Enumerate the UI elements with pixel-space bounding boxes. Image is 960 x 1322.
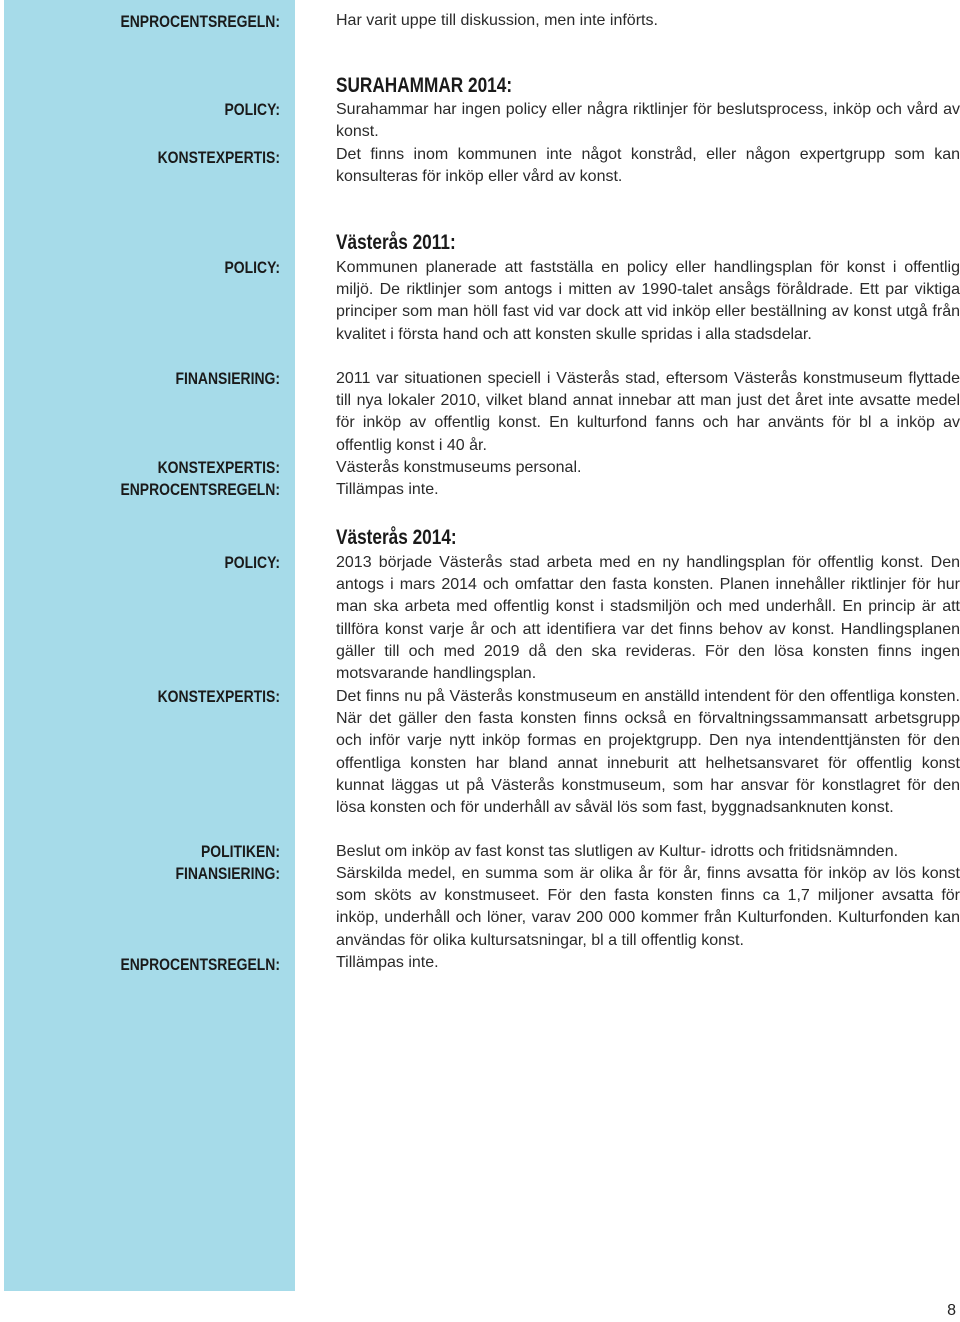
label-finansiering: FINANSIERING: <box>175 864 280 883</box>
vasteras-2014-finansiering-text: Särskilda medel, en summa som är olika år för år, finns avsatta för inköp av lös konst som sköts av konstmuseet. För den fasta konsten finns ca 1,7 miljoner avsatta för inköp, underhåll och löner, varav 200 000 kommer från Kulturfonden. Kulturfonden kan användas för olika kultursatsningar, bl a till offentlig konst. <box>336 865 960 949</box>
vasteras-2014-enprocent-text: Tillämpas inte. <box>336 954 439 971</box>
vasteras-2011-enprocent-text: Tillämpas inte. <box>336 481 439 498</box>
label-policy: POLICY: <box>224 100 280 119</box>
label-politiken: POLITIKEN: <box>200 842 280 861</box>
label-enprocentsregeln: ENPROCENTSREGELN: <box>120 480 280 499</box>
surahammar-policy-text: Surahammar har ingen policy eller några riktlinjer för beslutsprocess, inköp och vård av konst. <box>336 101 960 141</box>
label-enprocentsregeln: ENPROCENTSREGELN: <box>120 12 280 31</box>
section-heading-vasteras-2014: Västerås 2014: <box>336 526 457 549</box>
vasteras-2014-policy-text: 2013 började Västerås stad arbeta med en ny handlingsplan för offentlig konst. Den antogs i mars 2014 och omfattar den fasta konsten. Planen innehåller riktlinjer för hur man ska arbeta med offentlig konst i stadsmiljön och med underhåll. En princip är att tillföra konst varje år och att identifiera var det finns behov av konst. Handlingsplanen gäller till och med 2019 då den ska revideras. För den lösa konsten finns ingen motsvarande handlingsplan. <box>336 554 960 683</box>
intro-enprocent-text: Har varit uppe till diskussion, men inte införts. <box>336 12 658 29</box>
label-konstexpertis: KONSTEXPERTIS: <box>157 148 280 167</box>
label-enprocentsregeln: ENPROCENTSREGELN: <box>120 955 280 974</box>
vasteras-2011-policy-text: Kommunen planerade att fastställa en policy eller handlingsplan för konst i offentlig miljö. De riktlinjer som antogs i mitten av 1990-talet ansågs föråldrade. Ett par viktiga principer som man höll fast vid var dock att vid inköp eller beställning av konst utgå från kvalitet i första hand och att konsten skulle spridas i alla stadsdelar. <box>336 259 960 343</box>
sidebar-band <box>4 0 295 1291</box>
page-number: 8 <box>947 1302 956 1319</box>
vasteras-2011-finansiering-text: 2011 var situationen speciell i Västerås stad, eftersom Västerås konstmuseum flyttade till nya lokaler 2010, vilket bland annat innebar att man just det året inte avsatte medel för inköp av offentlig konst. En kulturfond fanns och har använts för bl a inköp av offentlig konst i 40 år. <box>336 370 960 454</box>
label-policy: POLICY: <box>224 258 280 277</box>
label-finansiering: FINANSIERING: <box>175 369 280 388</box>
section-heading-surahammar-2014: SURAHAMMAR 2014: <box>336 74 513 97</box>
vasteras-2014-politiken-text: Beslut om inköp av fast konst tas slutligen av Kultur- idrotts och fritidsnämnden. <box>336 843 899 860</box>
label-konstexpertis: KONSTEXPERTIS: <box>157 687 280 706</box>
label-policy: POLICY: <box>224 553 280 572</box>
vasteras-2014-konstexpertis-text: Det finns nu på Västerås konstmuseum en anställd intendent för den offentliga konsten. När det gäller den fasta konsten finns också en förvaltningssammansatt arbetsgrupp och inför varje nytt inköp formas en projektgrupp. Den nya intendenttjänsten för den offentliga konsten har bland annat inneburit att helhetsansvaret för offentlig konst kunnat läggas ut på Västerås konstmuseum, som har ansvar för konstlagret för den lösa konsten och för underhåll av såväl lös som fast, byggnadsanknuten konst. <box>336 688 960 817</box>
vasteras-2011-konstexpertis-text: Västerås konstmuseums personal. <box>336 459 582 476</box>
label-konstexpertis: KONSTEXPERTIS: <box>157 458 280 477</box>
surahammar-konstexpertis-text: Det finns inom kommunen inte något konstråd, eller någon expertgrupp som kan konsulteras för inköp eller vård av konst. <box>336 146 960 186</box>
section-heading-vasteras-2011: Västerås 2011: <box>336 231 456 254</box>
